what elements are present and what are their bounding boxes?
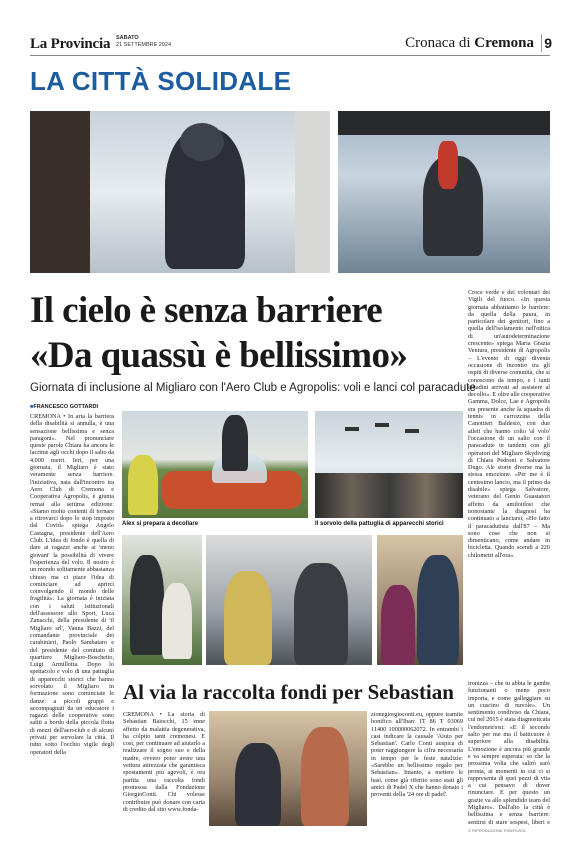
operator-yellow-vest bbox=[128, 455, 158, 515]
section-prefix: Cronaca di bbox=[405, 35, 471, 51]
box-column-2: zionegiorgioconti.eu, oppure tramite bonifico all'Iban: IT 86 T 03069 11400 100000062072. In entrambi i casi indicare la causale 'Aiuto per Sebastian'. Carlo Conti auspica di poter raggiungere la cifra necessaria in tempo per le feste natalizie: «Sarebbe un bellissimo regalo per Sebastian». Intanto, a mettere le basi, come già riferito sono stati gli amici di Padel X che hanno donato i proventi della '24 ore di padel'. bbox=[371, 711, 463, 799]
skydiver-left bbox=[381, 585, 415, 665]
plane-1 bbox=[345, 427, 359, 431]
passenger-1 bbox=[224, 571, 272, 665]
photo-alex-cockpit bbox=[122, 411, 308, 518]
aircraft-door-right bbox=[295, 111, 330, 273]
mother-figure bbox=[301, 727, 349, 826]
photo-historic-planes-flyover bbox=[315, 411, 463, 518]
crowd bbox=[315, 473, 463, 518]
section-kicker: LA CITTÀ SOLIDALE bbox=[30, 66, 292, 96]
section-title bbox=[405, 35, 534, 52]
issue-day: SABATO bbox=[116, 35, 139, 41]
photo-sebastian bbox=[209, 711, 367, 826]
article-column-2: Croce verde e dei volontari dei Vigili del fuoco. «In questa giornata abbattiamo le barriere: da quella della paura, in particolare dei genitori, fino a quella dell'isolamento nell'ottica di un'autodeterminazione crescente» spiega Maria Grazia Ventura, presidente di Agropolis – L'evento di oggi diventa occasione di incontro tra gli ospiti di diverse comunità, che si conoscono da tempo, e i tanti cittadini arrivati ad assistere al decollo». E oltre alle cooperative Gamma, Dolce, Lae e Agropolis era presente anche la squadra di tennis in carrozzina della Canottieri Baldesio, con due atleti che hanno colto 'al volo' l'occasione di un salto con il paracadute in tandem con gli operatori del Migliaro Skydiving di Chiara Pedroni e Salvatore Dugo. Ale storie diverse ma la stessa emozione. «Per me è il centesimo lancio, ma il primo da disabile» spiega Salvatore, veterano del Genio Guastatori affetto da amiloidosi che nonostante la diagnosi ha continuato a lanciarsi; «Ho fatto il paracadutista dall'87 – Ma sono cose che non si dimenticano, come andare in bicicletta. Quando scendi a 220 chilometri all'ora». bbox=[468, 289, 550, 559]
headline-subtitle: Giornata di inclusione al Migliaro con l'Aero Club e Agropolis: voli e lanci col paracadute bbox=[30, 382, 476, 394]
masthead-rule bbox=[30, 55, 550, 56]
masthead-divider bbox=[541, 34, 542, 52]
photo-tandem-landing bbox=[122, 535, 202, 665]
article-column-3 bbox=[468, 680, 550, 825]
photo-tandem-freefall bbox=[338, 111, 550, 273]
photo-cockpit-passengers bbox=[206, 535, 372, 665]
newspaper-logo: La Provincia bbox=[30, 36, 111, 52]
article-column-1 bbox=[30, 413, 114, 841]
skydiver-right bbox=[417, 555, 459, 665]
aircraft-door-frame bbox=[30, 111, 90, 273]
instructor-figure bbox=[130, 555, 164, 655]
passenger-figure bbox=[162, 583, 192, 659]
headline-line-1: Il cielo è senza barriere bbox=[30, 290, 383, 331]
article-text-3: ironizza – che tu abbia le gambe funzionanti o meno poco importa, e come galleggiare su un cuscino di nuvole». Un sentimento condiviso da Chiara, cui nel 2015 è stata diagnosticata l'endometriosi: «E il secondo salto per me ma il batticuore è superiore alla disabilità. L'emozione è ancora più grande e va sempre superata: so che la prossima volta che salirò sarò pronta, ai momenti in cui ci si rappresenta di quei pezzi di vita a cui pensavo di dover rinunciare. E per questo un grazie va allo splendido team del Migliaro». Dall'alto la città è bellissima e senza barriere: sentirsi di stare sospesi, liberi e bbox=[468, 680, 550, 825]
byline: ■ FRANCESCO GOTTARDI bbox=[30, 404, 98, 410]
issue-date bbox=[116, 35, 171, 49]
pilot-figure bbox=[222, 415, 248, 471]
headline-line-2: «Da quassù è bellissimo» bbox=[30, 335, 408, 376]
article-text-1: CREMONA • In aria la barriera della disabilità si annulla, è una sensazione bellissima e senza paragoni». Nel pronunciare queste parole Chiara ha ancora le lacrime agli occhi dopo il salto da 4.000 metri. Ieri, per una giornata, il Migliaro è stato veramente senza barriere. l'iniziativa, nata dall'incontro tra Aero Club di Cremona e Cooperativa Agropolis, è giunta ormai alla settima edizione: «Siamo molto contenti di tornare a ritrovarci dopo lo stop imposto dal Covid» spiega Angelo Castagna, presidente dell'Aero Club. L'idea di fondo è quella di dare ai ragazzi anche ai 'meno giovani' la possibilità di vivere l'esperienza del volo. Il nostro è un mondo solitamente abbastanza chiuso ma ci piace l'idea di cominciare ad aprirci coinvolgendo il mondo delle fragilità». La giornata è iniziata con i saluti istituzionali dell'assessore allo Sport, Luca Zanacchi, della presidente di 'il Migliaro srl', Vanna Bazzi, del comandante provinciale dei carabinieri, Paolo Sambataro e del presidente del comitato di quartiere Migliaro-Boschetto, Luigi Armillotta. Dopo lo spettacolo e volo di una pattuglia di apparecchi storici che hanno sorvolato il Migliaro in formazione sono cominciate le danze: a piccoli gruppi e accompagnati da un educatore i ragazzi delle cooperative sono saliti a bordo della piccola flotta di mezzi dell'aeroclub e di alcuni privati per sorvolare la città. Il tutto sotto l'occhio vigile degli operatori della bbox=[30, 413, 114, 756]
issue-date-text: 21 SETTEMBRE 2024 bbox=[116, 42, 172, 48]
plane-3 bbox=[405, 429, 419, 433]
aircraft-frame bbox=[338, 111, 550, 135]
copyright-credit: © RIPRODUZIONE RISERVATA bbox=[468, 828, 526, 833]
page-number: 9 bbox=[544, 35, 552, 51]
box-column-1: CREMONA • La storia di Sebastian Baiocchi, 15 enne affetto da malattia degenerativa, ha colpito tanti cremonesi. E così, per continuare ad aiutarlo a realizzare il sogno suo e della madre, ovvero poter avere una vettura attrezzata che garantisca spostamenti più agevoli, è ora partita una raccolta fondi promossa dalla Fondazione GiorgioConti. Chi volesse contribuire può donare con carta di credito dal sito www.fonda- bbox=[123, 711, 205, 813]
skydiver-helmet bbox=[180, 123, 224, 161]
section-city: Cremona bbox=[474, 35, 534, 51]
caption-alex: Alex si prepara a decollare bbox=[122, 521, 199, 527]
passenger-2 bbox=[294, 563, 348, 665]
skydiver-red bbox=[438, 141, 458, 189]
sebastian-figure bbox=[235, 743, 281, 826]
caption-sorvolo: Il sorvolo della pattuglia di apparecchi storici bbox=[315, 521, 444, 527]
box-headline: Al via la raccolta fondi per Sebastian bbox=[123, 680, 454, 704]
plane-2 bbox=[375, 423, 389, 427]
photo-skydiver-door bbox=[30, 111, 330, 273]
photo-skydivers-thumbs-up bbox=[377, 535, 463, 665]
